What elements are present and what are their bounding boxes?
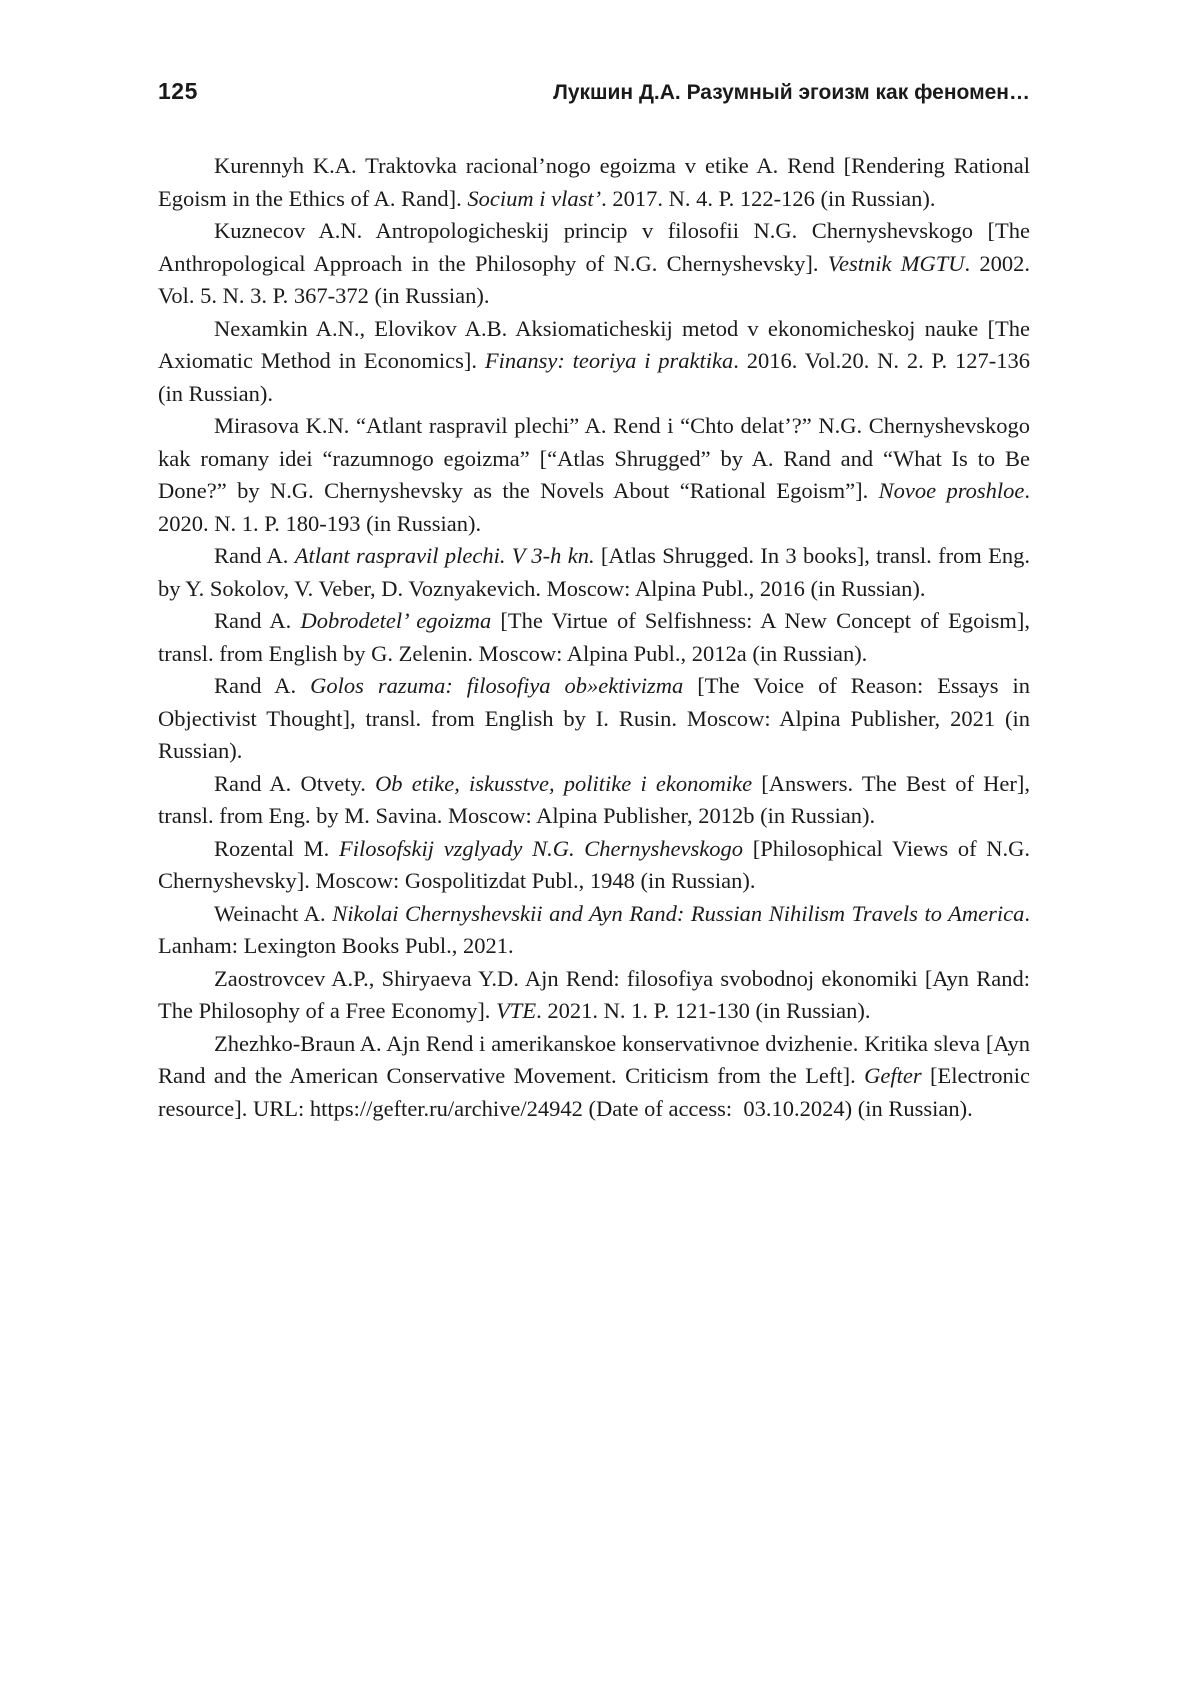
reference-entry (158, 410, 1030, 540)
reference-title-italic: Socium i vlast’ (467, 185, 602, 211)
reference-entry (158, 1028, 1030, 1126)
reference-entry (158, 898, 1030, 963)
reference-entry (158, 215, 1030, 313)
reference-entry (158, 768, 1030, 833)
reference-text: . 2021. N. 1. P. 121-130 (in Russian). (536, 998, 871, 1023)
reference-text: Zaostrovcev A.P., Shiryaeva Y.D. Ajn Rend: filosofiya svobodnoj ekonomiki [Ayn Rand: The Philosophy of a Free Economy]. (158, 965, 1030, 1023)
reference-title-italic: Atlant raspravil plechi. V 3-h kn. (294, 543, 595, 568)
reference-text: [Atlas Shrugged. In 3 books], transl. from Eng. by Y. Sokolov, V. Veber, D. Voznyakevich. Moscow: Alpina Publ., 2016 (in Russian). (158, 543, 1030, 601)
reference-text: Rand A. (214, 543, 295, 568)
reference-title-italic: Filosofskij vzglyady N.G. Chernyshevskogo (339, 835, 744, 861)
reference-text: [Philosophical Views of N.G. Chernyshevsky]. Moscow: Gospolitizdat Publ., 1948 (in Russian). (158, 835, 1031, 893)
reference-title-italic: VTE (496, 998, 537, 1023)
reference-entry (158, 150, 1030, 215)
reference-title-italic: Vestnik MGTU (827, 250, 965, 276)
reference-entry (158, 605, 1030, 670)
reference-title-italic: Novoe proshloe (878, 478, 1025, 503)
reference-text: Kuznecov A.N. Antropologicheskij princip v filosofii N.G. Chernyshevskogo [The Anthropological Approach in the Philosophy of N.G. Chernyshevsky]. (158, 218, 1030, 276)
reference-text: Rand A. Otvety. (214, 770, 376, 796)
reference-text: . 2002. Vol. 5. N. 3. P. 367-372 (in Russian). (158, 250, 1031, 308)
reference-entry (158, 670, 1030, 768)
reference-text: Rand A. (214, 608, 301, 633)
reference-entry (158, 540, 1030, 605)
page-number: 125 (158, 78, 198, 104)
reference-title-italic: Finansy: teoriya i praktika (484, 348, 734, 373)
reference-title-italic: Ob etike, iskusstve, politike i ekonomike (375, 770, 753, 796)
reference-text: . Lanham: Lexington Books Publ., 2021. (158, 900, 1030, 958)
reference-entry (158, 313, 1030, 411)
reference-text: [The Virtue of Selfishness: A New Concept of Egoism], transl. from English by G. Zelenin. Moscow: Alpina Publ., 2012a (in Russian). (158, 608, 1030, 666)
reference-entry (158, 963, 1030, 1028)
reference-title-italic: Nikolai Chernyshevskii and Ayn Rand: Russian Nihilism Travels to America (332, 900, 1025, 926)
reference-text: Nexamkin A.N., Elovikov A.B. Aksiomaticheskij metod v ekonomicheskoj nauke [The Axiomatic Method in Economics]. (158, 315, 1030, 373)
references-list (158, 150, 1030, 1125)
reference-text: Zhezhko-Braun A. Ajn Rend i amerikanskoe konservativnoe dvizhenie. Kritika sleva [Ayn Rand and the American Conservative Movement. Criticism from the Left]. (158, 1030, 1030, 1088)
reference-text: . 2017. N. 4. P. 122-126 (in Russian). (601, 185, 936, 211)
reference-text: Rand A. (214, 673, 311, 698)
reference-text: Mirasova K.N. “Atlant raspravil plechi” A. Rend i “Chto delat’?” N.G. Chernyshevskogo kak romany idei “razumnogo egoizma” [“Atlas Shrugged” by A. Rand and “What Is to Be Done?” by N.G. Chernyshevsky as the Novels About “Rational Egoism”]. (158, 413, 1030, 503)
reference-text: . 2016. Vol.20. N. 2. P. 127-136 (in Russian). (158, 348, 1030, 406)
running-header (158, 78, 1030, 105)
reference-text: Rozental M. (214, 835, 339, 861)
reference-title-italic: Dobrodetel’ egoizma (300, 608, 492, 633)
reference-title-italic: Golos razuma: filosofiya ob»ektivizma (310, 673, 684, 698)
running-head-title: Лукшин Д.А. Разумный эгоизм как феномен… (553, 81, 1030, 104)
reference-text: Weinacht A. (214, 900, 333, 926)
reference-text: . 2020. N. 1. P. 180-193 (in Russian). (158, 478, 1030, 536)
reference-text: Kurennyh K.A. Traktovka racional’nogo egoizma v etike A. Rend [Rendering Rational Egoism in the Ethics of A. Rand]. (158, 153, 1030, 211)
reference-text: [Answers. The Best of Her], transl. from Eng. by M. Savina. Moscow: Alpina Publisher, 2012b (in Russian). (158, 770, 1030, 828)
reference-title-italic: Gefter (864, 1063, 922, 1088)
reference-text: [The Voice of Reason: Essays in Objectivist Thought], transl. from English by I. Rusin. Moscow: Alpina Publisher, 2021 (in Russian). (158, 673, 1030, 763)
reference-entry (158, 833, 1030, 898)
reference-text: [Electronic resource]. URL: https://gefter.ru/archive/24942 (Date of access: 03.10.2024) (in Russian). (158, 1063, 1030, 1121)
